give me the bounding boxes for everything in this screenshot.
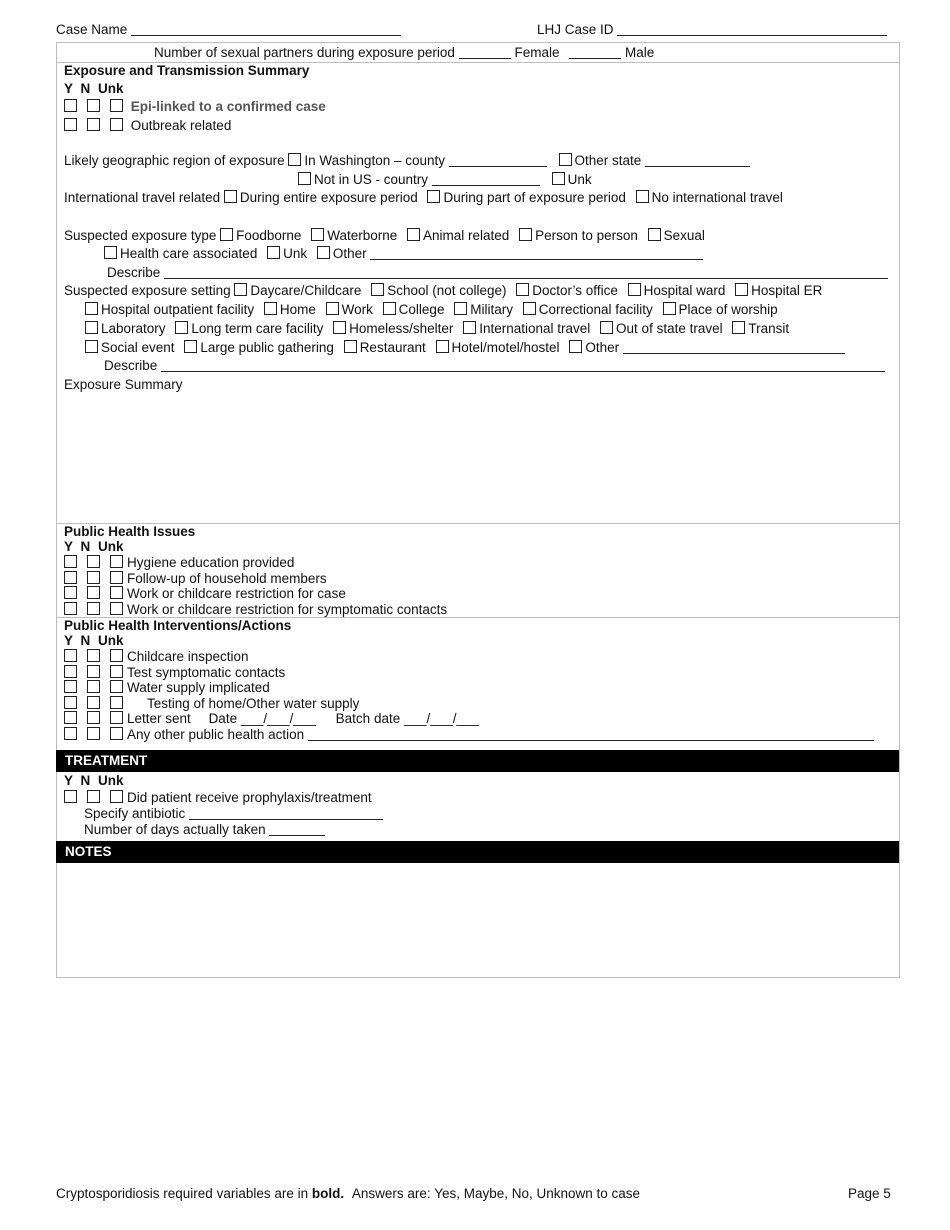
doctors-office-label: Doctor’s office [532, 283, 618, 298]
homeless-checkbox[interactable] [333, 321, 346, 334]
epi-linked-row [64, 99, 326, 114]
footer-bold-text: bold. [311, 1186, 345, 1201]
place-of-worship-label: Place of worship [678, 302, 778, 317]
exposure-setting-row-3 [85, 321, 789, 336]
hospital-er-label: Hospital ER [751, 283, 823, 298]
exposure-setting-row-2 [85, 302, 778, 317]
laboratory-checkbox[interactable] [85, 321, 98, 334]
college-label: College [398, 302, 445, 317]
home-checkbox[interactable] [264, 302, 277, 315]
sexual-label: Sexual [663, 228, 705, 243]
restaurant-checkbox[interactable] [344, 340, 357, 353]
waterborne-checkbox[interactable] [311, 228, 324, 241]
intl-none-checkbox[interactable] [636, 190, 649, 203]
yn-header: Y N Unk [64, 539, 124, 554]
batch-date-field[interactable]: Batch date ___/___/___ [335, 711, 480, 726]
hospital-outpatient-checkbox[interactable] [85, 302, 98, 315]
exposure-type-row-2 [104, 246, 703, 261]
unk-checkbox[interactable] [110, 649, 123, 662]
exposure-summary-area[interactable] [60, 394, 894, 520]
unk-checkbox[interactable] [110, 586, 123, 599]
yes-checkbox[interactable] [64, 790, 77, 803]
ph-action-row [64, 680, 270, 695]
intl-travel-row [64, 190, 783, 205]
exposure-type-label: Suspected exposure type [64, 228, 217, 243]
college-checkbox[interactable] [383, 302, 396, 315]
intl-travel-label: International travel related [64, 190, 221, 205]
unk-checkbox[interactable] [110, 118, 123, 131]
restaurant-label: Restaurant [359, 340, 426, 355]
setting-other-blank[interactable] [623, 341, 845, 354]
setting-describe-label: Describe [104, 358, 158, 373]
homeless-label: Homeless/shelter [349, 321, 454, 336]
work-checkbox[interactable] [326, 302, 339, 315]
large-gathering-label: Large public gathering [200, 340, 334, 355]
unk-checkbox[interactable] [110, 790, 123, 803]
outbreak-related-row [64, 118, 231, 133]
hospital-er-checkbox[interactable] [735, 283, 748, 296]
ph-action-row [64, 665, 285, 680]
yes-checkbox[interactable] [64, 586, 77, 599]
doctors-office-checkbox[interactable] [516, 283, 529, 296]
ph-action-row [64, 649, 249, 664]
transit-label: Transit [748, 321, 790, 336]
ph-issue-row [64, 571, 327, 586]
geo-unk-checkbox[interactable] [552, 172, 565, 185]
military-checkbox[interactable] [454, 302, 467, 315]
outbreak-related-label: Outbreak related [130, 118, 232, 133]
exposure-setting-row [64, 283, 822, 298]
no-checkbox[interactable] [87, 665, 100, 678]
female-count-blank[interactable] [459, 46, 511, 59]
exposure-setting-label: Suspected exposure setting [64, 283, 231, 298]
water-testing-label: Testing of home/Other water supply [147, 696, 360, 711]
exposure-section-title: Exposure and Transmission Summary [64, 63, 310, 78]
unk-checkbox[interactable] [110, 727, 123, 740]
setting-describe-blank[interactable] [161, 359, 885, 372]
page-number: Page 5 [848, 1186, 891, 1201]
country-blank[interactable] [432, 173, 540, 186]
ph-issue-label: Follow-up of household members [127, 571, 327, 586]
out-of-state-checkbox[interactable] [600, 321, 613, 334]
geo-region-row-2 [298, 172, 592, 187]
type-describe-label: Describe [107, 265, 161, 280]
lhj-case-id-blank[interactable] [617, 23, 887, 36]
antibiotic-blank[interactable] [189, 807, 383, 820]
out-of-state-label: Out of state travel [616, 321, 723, 336]
geo-region-label: Likely geographic region of exposure [64, 153, 285, 168]
social-event-label: Social event [101, 340, 175, 355]
lhj-case-id-label: LHJ Case ID [537, 22, 614, 37]
no-checkbox[interactable] [87, 696, 100, 709]
work-label: Work [341, 302, 373, 317]
yn-header: Y N Unk [64, 81, 124, 96]
exposure-summary-label: Exposure Summary [64, 377, 183, 392]
person-to-person-checkbox[interactable] [519, 228, 532, 241]
no-checkbox[interactable] [87, 602, 100, 615]
school-label: School (not college) [387, 283, 507, 298]
ltc-facility-checkbox[interactable] [175, 321, 188, 334]
health-care-associated-checkbox[interactable] [104, 246, 117, 259]
exposure-type-row [64, 228, 705, 243]
lhj-case-id-field[interactable] [537, 22, 887, 38]
exposure-setting-row-4 [85, 340, 845, 355]
ph-action-label: Water supply implicated [127, 680, 270, 695]
intl-entire-checkbox[interactable] [224, 190, 237, 203]
male-count-blank[interactable] [569, 46, 621, 59]
water-testing-row [64, 696, 359, 711]
geo-region-row [64, 153, 750, 168]
hospital-outpatient-label: Hospital outpatient facility [101, 302, 255, 317]
in-washington-label: In Washington – county [304, 153, 445, 168]
ltc-facility-label: Long term care facility [191, 321, 324, 336]
sexual-partners-label: Number of sexual partners during exposure period [154, 45, 455, 60]
home-label: Home [279, 302, 316, 317]
yes-checkbox[interactable] [64, 555, 77, 568]
no-checkbox[interactable] [87, 727, 100, 740]
foodborne-checkbox[interactable] [220, 228, 233, 241]
letter-date-field[interactable]: Date ___/___/___ [208, 711, 316, 726]
days-taken-blank[interactable] [269, 823, 325, 836]
intl-none-label: No international travel [651, 190, 783, 205]
no-checkbox[interactable] [87, 790, 100, 803]
female-label: Female [514, 45, 560, 60]
yes-checkbox[interactable] [64, 711, 77, 724]
days-taken-label: Number of days actually taken [84, 822, 266, 837]
ph-issue-row [64, 555, 294, 570]
case-name-field[interactable] [56, 22, 401, 38]
not-in-us-checkbox[interactable] [298, 172, 311, 185]
in-washington-checkbox[interactable] [288, 153, 301, 166]
type-describe-row [107, 265, 888, 280]
notes-area[interactable] [60, 866, 894, 972]
treatment-header: TREATMENT [56, 750, 899, 772]
daycare-checkbox[interactable] [234, 283, 247, 296]
social-event-checkbox[interactable] [85, 340, 98, 353]
unk-checkbox[interactable] [110, 555, 123, 568]
unk-checkbox[interactable] [110, 680, 123, 693]
yes-checkbox[interactable] [64, 571, 77, 584]
letter-sent-label: Letter sent [127, 711, 191, 726]
type-unk-label: Unk [283, 246, 308, 261]
hospital-ward-checkbox[interactable] [628, 283, 641, 296]
ph-issue-label: Hygiene education provided [127, 555, 295, 570]
intl-setting-checkbox[interactable] [463, 321, 476, 334]
daycare-label: Daycare/Childcare [250, 283, 362, 298]
type-other-checkbox[interactable] [317, 246, 330, 259]
other-action-label: Any other public health action [127, 727, 305, 742]
type-other-label: Other [332, 246, 367, 261]
hotel-label: Hotel/motel/hostel [451, 340, 560, 355]
prophylaxis-label: Did patient receive prophylaxis/treatment [127, 790, 372, 805]
unk-checkbox[interactable] [110, 99, 123, 112]
animal-related-label: Animal related [423, 228, 510, 243]
setting-describe-row [104, 358, 885, 373]
yes-checkbox[interactable] [64, 696, 77, 709]
epi-linked-label: Epi-linked to a confirmed case [130, 99, 326, 114]
hospital-ward-label: Hospital ward [643, 283, 726, 298]
yes-checkbox[interactable] [64, 727, 77, 740]
laboratory-label: Laboratory [101, 321, 166, 336]
type-describe-blank[interactable] [164, 266, 888, 279]
unk-checkbox[interactable] [110, 571, 123, 584]
intl-entire-label: During entire exposure period [239, 190, 418, 205]
transit-checkbox[interactable] [732, 321, 745, 334]
unk-checkbox[interactable] [110, 711, 123, 724]
intl-setting-label: International travel [479, 321, 591, 336]
no-checkbox[interactable] [87, 586, 100, 599]
county-blank[interactable] [449, 154, 547, 167]
footer-text: Cryptosporidiosis required variables are in [56, 1186, 309, 1201]
other-state-label: Other state [574, 153, 642, 168]
person-to-person-label: Person to person [535, 228, 638, 243]
yes-checkbox[interactable] [64, 602, 77, 615]
days-taken-row [84, 822, 325, 837]
case-name-label: Case Name [56, 22, 128, 37]
antibiotic-row [84, 806, 383, 821]
footer-answers-text: Answers are: Yes, Maybe, No, Unknown to case [351, 1186, 641, 1201]
prophylaxis-row [64, 790, 372, 805]
foodborne-label: Foodborne [236, 228, 302, 243]
no-checkbox[interactable] [87, 118, 100, 131]
setting-other-checkbox[interactable] [569, 340, 582, 353]
place-of-worship-checkbox[interactable] [663, 302, 676, 315]
ph-issue-label: Work or childcare restriction for case [127, 586, 346, 601]
ph-action-label: Childcare inspection [127, 649, 249, 664]
correctional-checkbox[interactable] [523, 302, 536, 315]
sexual-partners-row [154, 45, 654, 61]
school-checkbox[interactable] [371, 283, 384, 296]
no-checkbox[interactable] [87, 680, 100, 693]
case-name-blank[interactable] [131, 23, 401, 36]
ph-issue-row [64, 586, 346, 601]
correctional-label: Correctional facility [538, 302, 653, 317]
ph-issue-row [64, 602, 447, 617]
no-checkbox[interactable] [87, 649, 100, 662]
hotel-checkbox[interactable] [436, 340, 449, 353]
health-care-associated-label: Health care associated [120, 246, 258, 261]
sexual-checkbox[interactable] [648, 228, 661, 241]
other-action-blank[interactable] [308, 728, 874, 741]
no-checkbox[interactable] [87, 571, 100, 584]
animal-related-checkbox[interactable] [407, 228, 420, 241]
intl-part-checkbox[interactable] [427, 190, 440, 203]
yes-checkbox[interactable] [64, 99, 77, 112]
intl-part-label: During part of exposure period [443, 190, 626, 205]
ph-actions-title: Public Health Interventions/Actions [64, 618, 292, 633]
antibiotic-label: Specify antibiotic [84, 806, 186, 821]
no-checkbox[interactable] [87, 711, 100, 724]
unk-checkbox[interactable] [110, 602, 123, 615]
male-label: Male [625, 45, 655, 60]
other-state-checkbox[interactable] [559, 153, 572, 166]
no-checkbox[interactable] [87, 99, 100, 112]
no-checkbox[interactable] [87, 555, 100, 568]
notes-header: NOTES [56, 841, 899, 863]
waterborne-label: Waterborne [327, 228, 398, 243]
yes-checkbox[interactable] [64, 680, 77, 693]
type-other-blank[interactable] [370, 247, 703, 260]
yn-header: Y N Unk [64, 633, 124, 648]
ph-issue-label: Work or childcare restriction for symptomatic contacts [127, 602, 448, 617]
ph-action-label: Test symptomatic contacts [127, 665, 286, 680]
yn-header: Y N Unk [64, 773, 124, 788]
type-unk-checkbox[interactable] [267, 246, 280, 259]
geo-unk-label: Unk [567, 172, 592, 187]
unk-checkbox[interactable] [110, 696, 123, 709]
yes-checkbox[interactable] [64, 665, 77, 678]
other-state-blank[interactable] [645, 154, 750, 167]
not-in-us-label: Not in US - country [314, 172, 429, 187]
military-label: Military [470, 302, 513, 317]
unk-checkbox[interactable] [110, 665, 123, 678]
other-action-row [64, 727, 874, 742]
yes-checkbox[interactable] [64, 649, 77, 662]
large-gathering-checkbox[interactable] [184, 340, 197, 353]
yes-checkbox[interactable] [64, 118, 77, 131]
footer-note [56, 1186, 640, 1202]
ph-issues-title: Public Health Issues [64, 524, 196, 539]
letter-sent-row [64, 711, 479, 726]
setting-other-label: Other [585, 340, 620, 355]
